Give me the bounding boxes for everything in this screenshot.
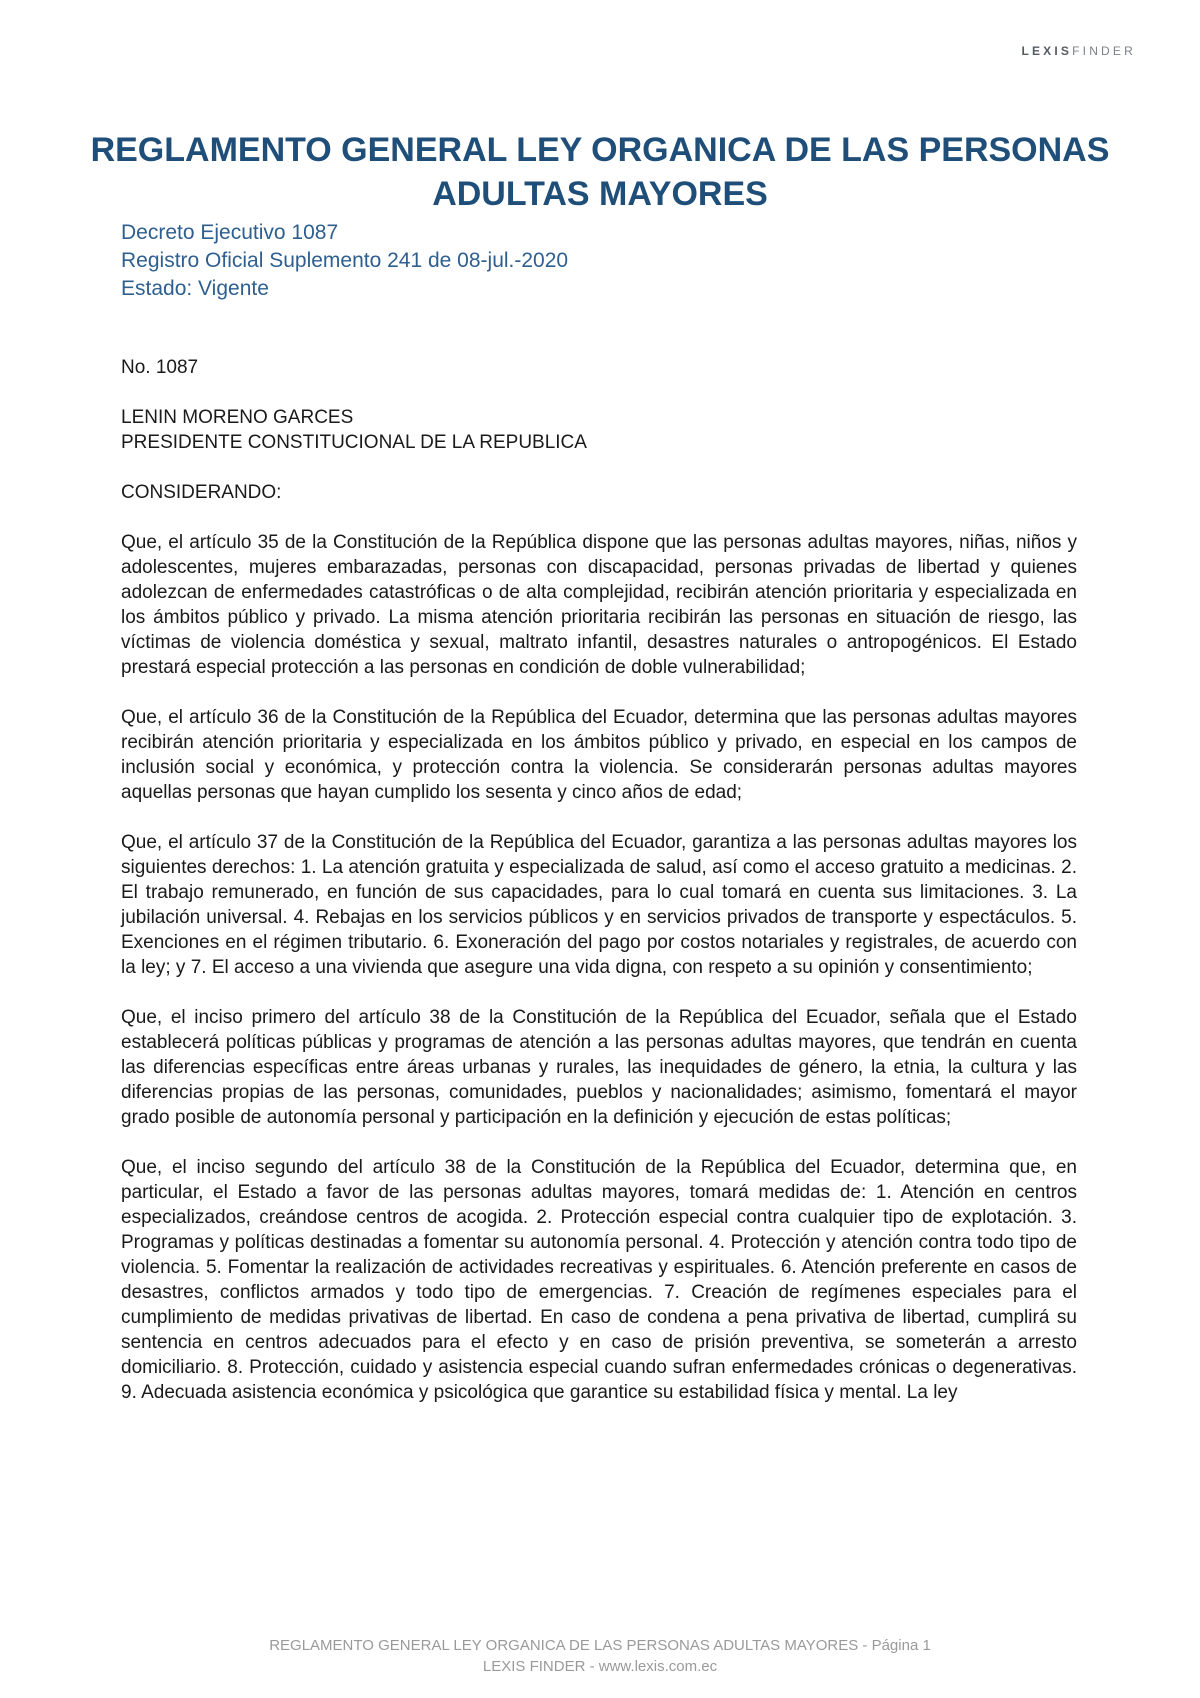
logo-finder: FINDER: [1072, 44, 1136, 58]
logo-lexis: LEXIS: [1021, 44, 1073, 58]
document-meta: [121, 219, 568, 303]
paragraph-article-38-first: Que, el inciso primero del artículo 38 de la Constitución de la República del Ecuador, señala que el Estado establecerá políticas públicas y programas de atención a las personas adultas mayores, que tendrán en cuenta las diferencias específicas entre áreas urbanas y rurales, las inequidades de género, la etnia, la cultura y las diferencias propias de las personas, comunidades, pueblos y nacionalidades; asimismo, fomentará el mayor grado posible de autonomía personal y participación en la definición y ejecución de estas políticas;: [121, 1007, 1077, 1128]
decree-number: Decreto Ejecutivo 1087: [121, 221, 339, 244]
document-title: REGLAMENTO GENERAL LEY ORGANICA DE LAS PERSONAS ADULTAS MAYORES: [90, 131, 1110, 213]
document-body: [121, 355, 1077, 1430]
footer-site: LEXIS FINDER - www.lexis.com.ec: [482, 1658, 718, 1675]
decree-no: No. 1087: [121, 357, 199, 378]
signer-name: LENIN MORENO GARCES: [121, 407, 354, 428]
footer-page-label: REGLAMENTO GENERAL LEY ORGANICA DE LAS PERSONAS ADULTAS MAYORES - Página 1: [269, 1637, 931, 1654]
considering-heading: CONSIDERANDO:: [121, 482, 282, 503]
paragraph-article-37: Que, el artículo 37 de la Constitución de la República del Ecuador, garantiza a las personas adultas mayores los siguientes derechos: 1. La atención gratuita y especializada de salud, así como el acceso gratuito a medicinas. 2. El trabajo remunerado, en función de sus capacidades, para lo cual tomará en cuenta sus limitaciones. 3. La jubilación universal. 4. Rebajas en los servicios públicos y en servicios privados de transporte y espectáculos. 5. Exenciones en el régimen tributario. 6. Exoneración del pago por costos notariales y registrales, de acuerdo con la ley; y 7. El acceso a una vivienda que asegure una vida digna, con respeto a su opinión y consentimiento;: [121, 832, 1077, 978]
paragraph-article-36: Que, el artículo 36 de la Constitución de la República del Ecuador, determina que las personas adultas mayores recibirán atención prioritaria y especializada en los ámbitos público y privado, en especial en los campos de inclusión social y económica, y protección contra la violencia. Se considerarán personas adultas mayores aquellas personas que hayan cumplido los sesenta y cinco años de edad;: [121, 707, 1077, 803]
paragraph-article-38-second: Que, el inciso segundo del artículo 38 de la Constitución de la República del Ecuador, determina que, en particular, el Estado a favor de las personas adultas mayores, tomará medidas de: 1. Atención en centros especializados, creándose centros de acogida. 2. Protección especial contra cualquier tipo de explotación. 3. Programas y políticas destinadas a fomentar su autonomía personal. 4. Protección y atención contra todo tipo de violencia. 5. Fomentar la realización de actividades recreativas y espirituales. 6. Atención preferente en casos de desastres, conflictos armados y todo tipo de emergencias. 7. Creación de regímenes especiales para el cumplimiento de medidas privativas de libertad. En caso de condena a pena privativa de libertad, cumplirá su sentencia en centros adecuados para el efecto y en caso de prisión preventiva, se someterán a arresto domiciliario. 8. Protección, cuidado y asistencia especial cuando sufran enfermedades crónicas o degenerativas. 9. Adecuada asistencia económica y psicológica que garantice su estabilidad física y mental. La ley: [121, 1157, 1077, 1403]
lexis-finder-logo: [1021, 44, 1136, 58]
official-registry: Registro Oficial Suplemento 241 de 08-jul.-2020: [121, 249, 569, 272]
signer-title: PRESIDENTE CONSTITUCIONAL DE LA REPUBLICA: [121, 432, 587, 453]
paragraph-article-35: Que, el artículo 35 de la Constitución de la República dispone que las personas adultas mayores, niñas, niños y adolescentes, mujeres embarazadas, personas con discapacidad, personas privadas de libertad y quienes adolezcan de enfermedades catastróficas o de alta complejidad, recibirán atención prioritaria y especializada en los ámbitos público y privado. La misma atención prioritaria recibirán las personas en situación de riesgo, las víctimas de violencia doméstica y sexual, maltrato infantil, desastres naturales o antropogénicos. El Estado prestará especial protección a las personas en condición de doble vulnerabilidad;: [121, 532, 1077, 678]
document-status: Estado: Vigente: [121, 277, 269, 300]
page-footer: [0, 1635, 1200, 1677]
